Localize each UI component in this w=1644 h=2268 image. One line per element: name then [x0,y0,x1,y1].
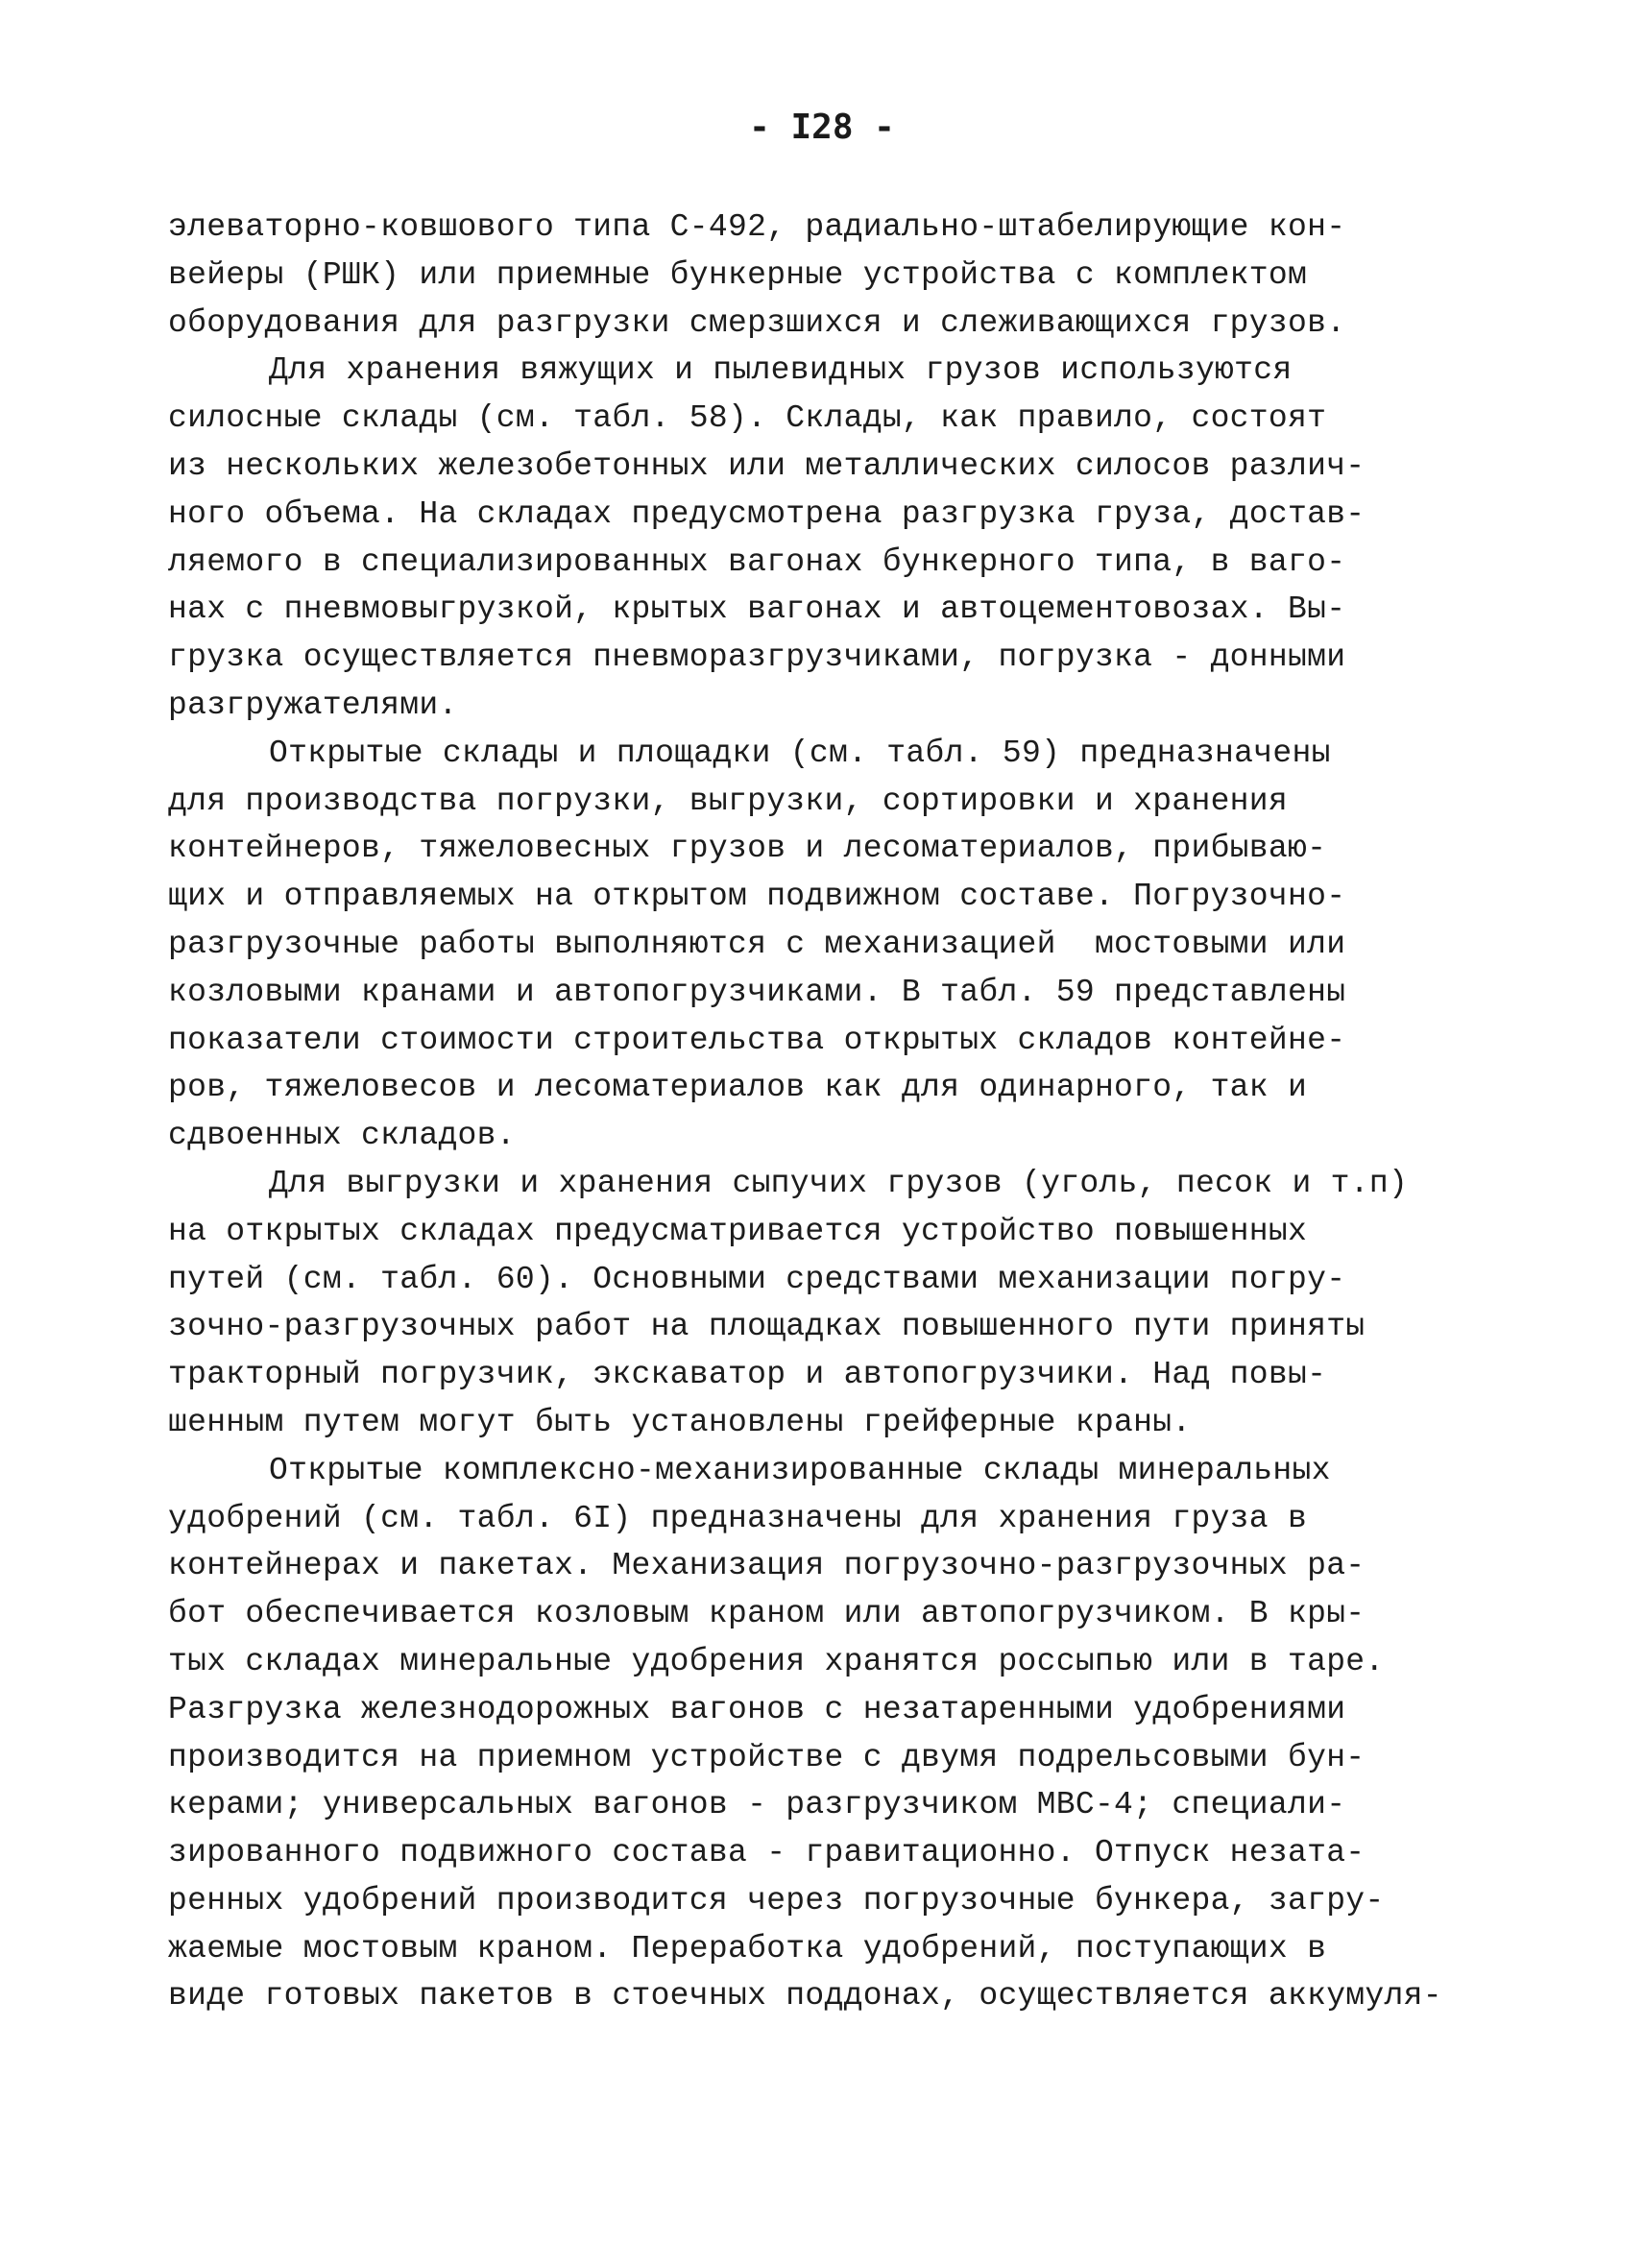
text-line: оборудования для разгрузки смерзшихся и слеживающихся грузов. [168,304,1346,341]
text-line: Открытые склады и площадки (см. табл. 59) предназначены [269,735,1331,771]
text-line: контейнеров, тяжеловесных грузов и лесоматериалов, прибываю- [168,831,1327,867]
text-line: на открытых складах предусматривается устройство повышенных [168,1213,1308,1249]
paragraph [168,1447,1512,2021]
text-line: силосные склады (см. табл. 58). Склады, как правило, состоят [168,400,1327,437]
paragraph [168,347,1512,729]
text-line: элеваторно-ковшового типа С-492, радиально-штабелирующие кон- [168,209,1346,245]
text-line: для производства погрузки, выгрузки, сортировки и хранения [168,783,1288,819]
text-line: ренных удобрений производится через погрузочные бункера, загру- [168,1882,1385,1918]
text-line: зочно-разгрузочных работ на площадках повышенного пути приняты [168,1309,1366,1345]
text-line: сдвоенных складов. [168,1118,516,1154]
paragraph [168,204,1512,347]
text-line: Для хранения вяжущих и пылевидных грузов используются [269,352,1293,389]
text-line: ляемого в специализированных вагонах бункерного типа, в ваго- [168,543,1346,580]
text-line: щих и отправляемых на открытом подвижном составе. Погрузочно- [168,879,1346,915]
text-line: грузка осуществляется пневморазгрузчиками, погрузка - донными [168,639,1346,676]
text-line: путей (см. табл. 60). Основными средствами механизации погру- [168,1261,1346,1297]
page-number: - I28 - [749,108,895,147]
text-line: тракторный погрузчик, экскаватор и автопогрузчики. Над повы- [168,1357,1327,1393]
text-line: из нескольких железобетонных или металлических силосов различ- [168,447,1366,484]
text-line: ров, тяжеловесов и лесоматериалов как для одинарного, так и [168,1070,1308,1106]
text-line: разгрузочные работы выполняются с механизацией мостовыми или [168,926,1346,962]
text-line: бот обеспечивается козловым краном или автопогрузчиком. В кры- [168,1596,1366,1632]
paragraph [168,730,1512,1160]
text-line: козловыми кранами и автопогрузчиками. В табл. 59 представлены [168,974,1346,1010]
text-line: Для выгрузки и хранения сыпучих грузов (уголь, песок и т.п) [269,1165,1409,1201]
text-line: Разгрузка железнодорожных вагонов с незатаренными удобрениями [168,1691,1346,1727]
text-line: разгружателями. [168,687,458,723]
text-line: производится на приемном устройстве с двумя подрельсовыми бун- [168,1739,1366,1775]
paragraph [168,1160,1512,1447]
text-line: удобрений (см. табл. 6I) предназначены для хранения груза в [168,1500,1308,1536]
text-line: вейеры (РШК) или приемные бункерные устройства с комплектом [168,256,1308,293]
text-line: нах с пневмовыгрузкой, крытых вагонах и автоцементовозах. Вы- [168,591,1346,628]
text-line: ного объема. На складах предусмотрена разгрузка груза, достав- [168,495,1366,532]
text-line: Открытые комплексно-механизированные склады минеральных [269,1452,1331,1488]
text-line: контейнерах и пакетах. Механизация погрузочно-разгрузочных ра- [168,1548,1366,1584]
text-line: показатели стоимости строительства открытых складов контейне- [168,1022,1346,1058]
text-line: керами; универсальных вагонов - разгрузчиком МВС-4; специали- [168,1787,1346,1823]
text-line: шенным путем могут быть установлены грейферные краны. [168,1404,1192,1440]
text-line: виде готовых пакетов в стоечных поддонах, осуществляется аккумуля- [168,1978,1442,2015]
text-line: зированного подвижного состава - гравитационно. Отпуск незата- [168,1835,1366,1871]
text-line: тых складах минеральные удобрения хранятся россыпью или в таре. [168,1643,1385,1679]
text-line: жаемые мостовым краном. Переработка удобрений, поступающих в [168,1930,1327,1966]
body-text [168,204,1512,2020]
